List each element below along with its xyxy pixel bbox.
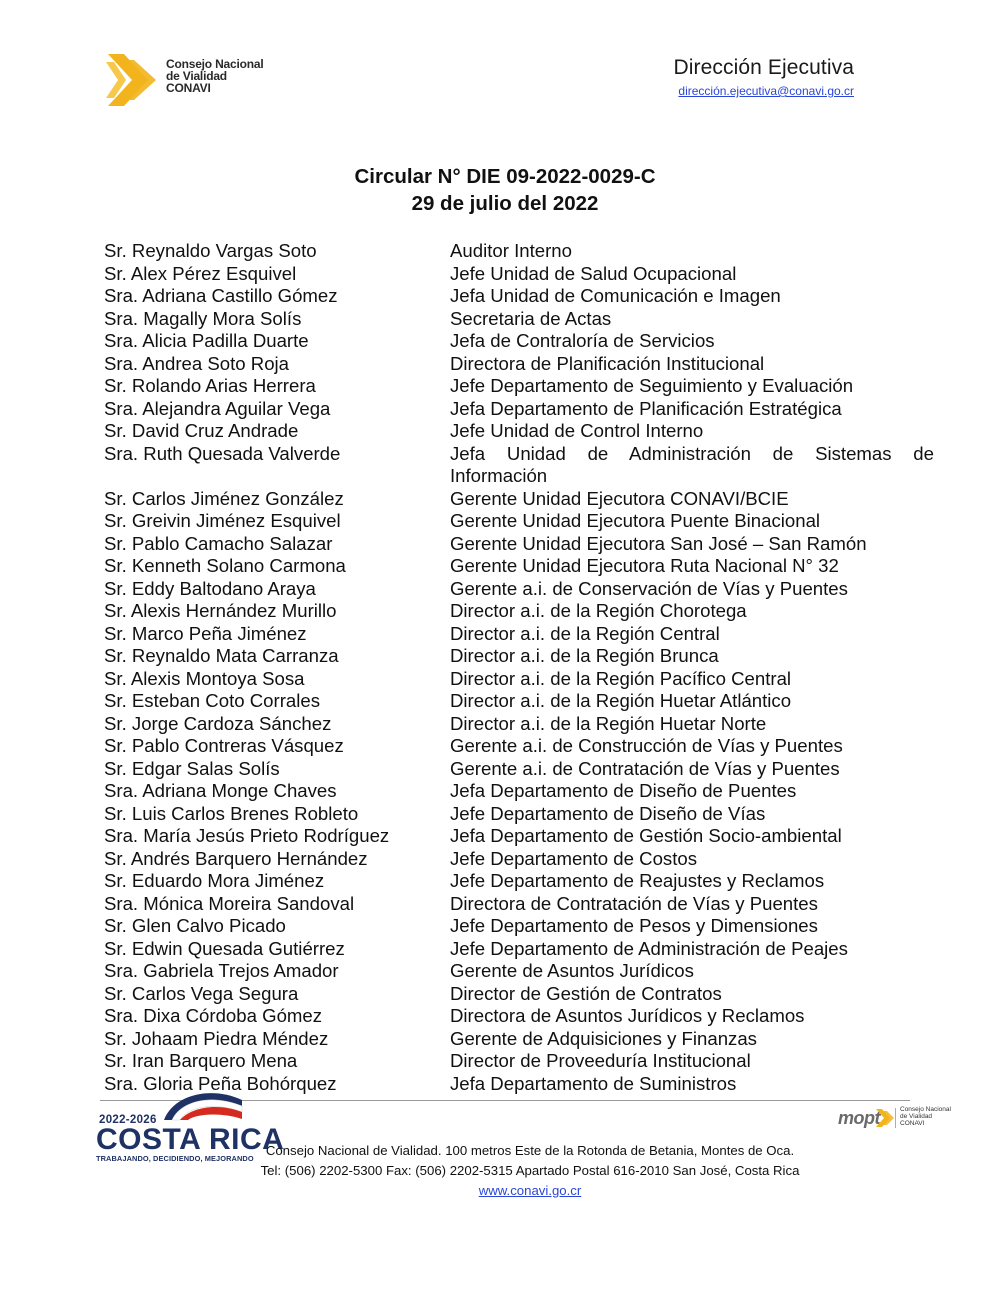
recipient-name: Sra. Adriana Monge Chaves (104, 780, 337, 801)
recipient-role: Director a.i. de la Región Pacífico Central (450, 667, 792, 689)
recipient-row (104, 308, 934, 331)
recipient-name: Sra. Mónica Moreira Sandoval (104, 892, 355, 914)
recipient-role: Jefe Departamento de Administración de Peajes (450, 937, 848, 959)
recipient-row (104, 938, 934, 961)
recipient-row (104, 758, 934, 781)
recipient-name: Sra. María Jesús Prieto Rodríguez (104, 825, 390, 846)
recipient-row (104, 735, 934, 758)
footer-contact (255, 1141, 805, 1201)
recipient-role: Jefa de Contraloría de Servicios (450, 330, 715, 351)
recipient-role: Jefe Unidad de Control Interno (450, 420, 704, 441)
recipient-row (104, 420, 934, 443)
recipient-row (104, 510, 934, 533)
recipient-role: Director a.i. de la Región Central (450, 622, 720, 644)
recipient-role: Gerente a.i. de Construcción de Vías y Puentes (450, 735, 843, 756)
recipient-row (104, 375, 934, 398)
recipient-row (104, 960, 934, 983)
recipient-role: Directora de Planificación Institucional (450, 352, 765, 374)
recipient-name: Sr. Jorge Cardoza Sánchez (104, 712, 332, 734)
recipient-row (104, 600, 934, 623)
recipient-name: Sr. Rolando Arias Herrera (104, 375, 316, 396)
recipient-name: Sra. Magally Mora Solís (104, 307, 302, 329)
recipient-row (104, 848, 934, 871)
recipient-role: Gerente de Asuntos Jurídicos (450, 960, 694, 981)
recipient-row (104, 803, 934, 826)
recipient-name: Sr. Alexis Montoya Sosa (104, 667, 305, 689)
recipient-name: Sr. Andrés Barquero Hernández (104, 847, 368, 869)
recipient-name: Sra. Gabriela Trejos Amador (104, 960, 339, 981)
recipient-role: Jefe Departamento de Costos (450, 847, 698, 869)
recipient-row (104, 555, 934, 578)
recipient-name: Sr. Reynaldo Vargas Soto (104, 240, 317, 261)
recipient-role: Director de Gestión de Contratos (450, 982, 722, 1004)
recipient-role: Director a.i. de la Región Chorotega (450, 600, 747, 621)
recipient-name: Sra. Ruth Quesada Valverde (104, 442, 341, 464)
conavi-logo-icon (104, 52, 162, 108)
recipient-name: Sr. Eddy Baltodano Araya (104, 577, 316, 599)
recipient-name: Sr. Carlos Jiménez González (104, 487, 344, 509)
costa-rica-logo-years: 2022-2026 (99, 1114, 157, 1126)
recipient-name: Sra. Dixa Córdoba Gómez (104, 1005, 323, 1026)
costa-rica-logo-motto: TRABAJANDO, DECIDIENDO, MEJORANDO (96, 1154, 254, 1163)
recipient-row (104, 893, 934, 916)
recipient-role-continuation: Información (450, 465, 548, 486)
recipient-name: Sra. Andrea Soto Roja (104, 352, 290, 374)
mopt-chevron-icon (874, 1108, 896, 1128)
recipient-role: Gerente de Adquisiciones y Finanzas (450, 1027, 757, 1049)
recipient-row-continuation (104, 465, 934, 488)
recipient-row (104, 780, 934, 803)
recipient-row (104, 398, 934, 421)
recipient-row (104, 533, 934, 556)
logo-line-1: Consejo Nacional (166, 57, 264, 71)
recipient-row (104, 825, 934, 848)
mopt-logo-word: mopt (838, 1108, 880, 1128)
recipient-row (104, 983, 934, 1006)
recipient-role: Jefa Unidad de Administración de Sistemas de (450, 442, 934, 464)
recipient-role: Gerente a.i. de Contratación de Vías y Puentes (450, 757, 840, 779)
recipient-row (104, 915, 934, 938)
recipient-name: Sr. Carlos Vega Segura (104, 982, 299, 1004)
recipient-role: Jefa Unidad de Comunicación e Imagen (450, 285, 781, 306)
recipient-role: Gerente a.i. de Conservación de Vías y Puentes (450, 577, 848, 599)
recipient-row (104, 690, 934, 713)
recipient-role: Gerente Unidad Ejecutora San José – San Ramón (450, 532, 867, 554)
recipient-list (104, 240, 934, 1095)
recipient-name: Sra. Adriana Castillo Gómez (104, 285, 338, 306)
recipient-role: Jefa Departamento de Suministros (450, 1072, 737, 1094)
recipient-name: Sr. Edwin Quesada Gutiérrez (104, 937, 345, 959)
footer-website-link[interactable]: www.conavi.go.cr (478, 1183, 582, 1198)
recipient-row (104, 488, 934, 511)
recipient-name: Sr. David Cruz Andrade (104, 420, 299, 441)
recipient-role: Gerente Unidad Ejecutora Ruta Nacional N° 32 (450, 555, 839, 576)
recipient-row (104, 263, 934, 286)
recipient-role: Jefa Departamento de Gestión Socio-ambiental (450, 825, 842, 846)
recipient-name: Sr. Edgar Salas Solís (104, 757, 280, 779)
department-title: Dirección Ejecutiva (673, 56, 854, 79)
logo-line-3: CONAVI (166, 81, 211, 95)
recipient-role: Jefe Departamento de Reajustes y Reclamos (450, 870, 825, 891)
recipient-role: Directora de Contratación de Vías y Puentes (450, 892, 818, 914)
recipient-row (104, 668, 934, 691)
footer-phone: Tel: (506) 2202-5300 Fax: (506) 2202-5315 Apartado Postal 616-2010 San José, Costa Rica (260, 1163, 800, 1178)
recipient-row (104, 870, 934, 893)
recipient-role: Jefa Departamento de Planificación Estratégica (450, 397, 842, 419)
recipient-name: Sr. Greivin Jiménez Esquivel (104, 510, 341, 531)
recipient-row (104, 1005, 934, 1028)
logo-line-2: de Vialidad (166, 69, 227, 83)
recipient-role: Jefa Departamento de Diseño de Puentes (450, 780, 797, 801)
recipient-role: Jefe Departamento de Pesos y Dimensiones (450, 915, 818, 936)
recipient-role: Director a.i. de la Región Huetar Atlántico (450, 690, 792, 711)
recipient-role: Gerente Unidad Ejecutora CONAVI/BCIE (450, 487, 789, 509)
recipient-row (104, 443, 934, 466)
recipient-name: Sr. Pablo Camacho Salazar (104, 532, 333, 554)
recipient-name: Sr. Pablo Contreras Vásquez (104, 735, 344, 756)
recipient-role: Gerente Unidad Ejecutora Puente Binacional (450, 510, 821, 531)
recipient-name: Sra. Alejandra Aguilar Vega (104, 397, 331, 419)
recipient-name: Sr. Alex Pérez Esquivel (104, 262, 297, 284)
recipient-row (104, 645, 934, 668)
costa-rica-logo-name: COSTA RICA (96, 1123, 285, 1156)
recipient-role: Director a.i. de la Región Brunca (450, 645, 719, 666)
recipient-row (104, 353, 934, 376)
department-email-link[interactable]: dirección.ejecutiva@conavi.go.cr (678, 84, 854, 98)
recipient-row (104, 285, 934, 308)
mopt-logo-subtext: Consejo Nacional de Vialidad CONAVI (900, 1106, 951, 1127)
recipient-row (104, 1028, 934, 1051)
recipient-row (104, 330, 934, 353)
recipient-role: Jefe Departamento de Diseño de Vías (450, 802, 766, 824)
recipient-name: Sr. Luis Carlos Brenes Robleto (104, 802, 359, 824)
footer-address: Consejo Nacional de Vialidad. 100 metros Este de la Rotonda de Betania, Montes de Oca. (265, 1143, 795, 1158)
recipient-name: Sr. Esteban Coto Corrales (104, 690, 320, 711)
recipient-name: Sr. Glen Calvo Picado (104, 915, 286, 936)
recipient-role: Auditor Interno (450, 240, 572, 261)
department-header (674, 56, 854, 100)
recipient-row (104, 578, 934, 601)
recipient-row (104, 713, 934, 736)
recipient-name: Sr. Iran Barquero Mena (104, 1050, 298, 1071)
recipient-role: Jefe Unidad de Salud Ocupacional (450, 262, 737, 284)
recipient-role: Director de Proveeduría Institucional (450, 1050, 751, 1071)
document-title (0, 163, 1000, 217)
recipient-name: Sra. Gloria Peña Bohórquez (104, 1072, 337, 1094)
recipient-name: Sr. Marco Peña Jiménez (104, 622, 307, 644)
recipient-role: Directora de Asuntos Jurídicos y Reclamos (450, 1005, 805, 1026)
recipient-name: Sr. Johaam Piedra Méndez (104, 1027, 329, 1049)
conavi-logo-text (166, 58, 264, 94)
recipient-role: Jefe Departamento de Seguimiento y Evaluación (450, 375, 854, 396)
recipient-role: Director a.i. de la Región Huetar Norte (450, 712, 767, 734)
recipient-name: Sr. Alexis Hernández Murillo (104, 600, 337, 621)
circular-date: 29 de julio del 2022 (411, 192, 599, 215)
recipient-name: Sr. Kenneth Solano Carmona (104, 555, 346, 576)
recipient-name: Sr. Eduardo Mora Jiménez (104, 870, 325, 891)
recipient-name: Sr. Reynaldo Mata Carranza (104, 645, 339, 666)
recipient-name: Sra. Alicia Padilla Duarte (104, 330, 309, 351)
circular-number: Circular N° DIE 09-2022-0029-C (354, 165, 656, 188)
recipient-row (104, 1050, 934, 1073)
recipient-role: Secretaria de Actas (450, 307, 612, 329)
recipient-row (104, 240, 934, 263)
recipient-row (104, 623, 934, 646)
